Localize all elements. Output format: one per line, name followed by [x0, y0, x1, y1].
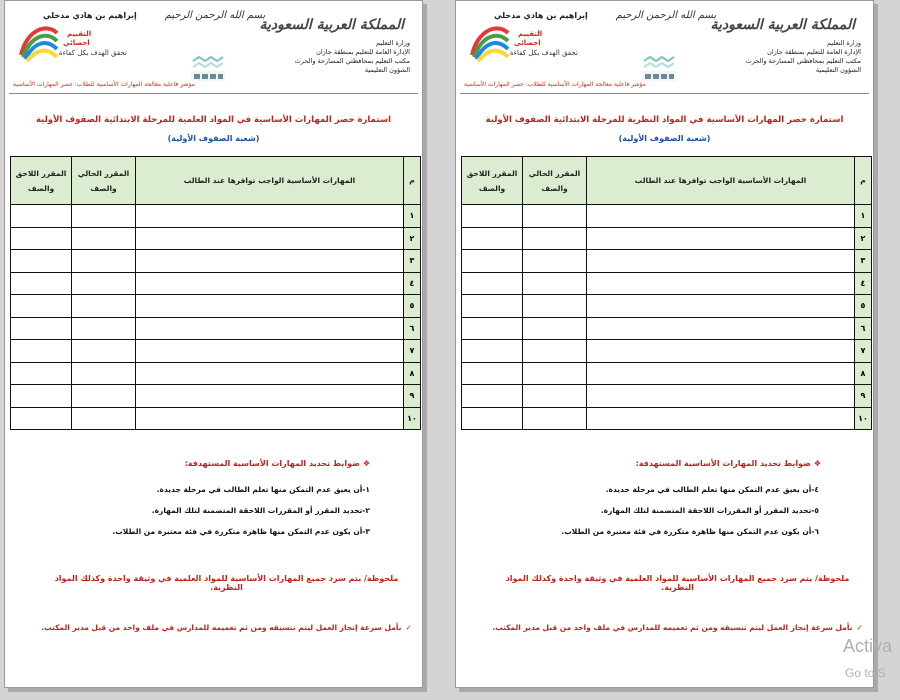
next-course-cell[interactable] [11, 407, 72, 430]
col-header-number: م [404, 157, 421, 205]
form-title: استمارة حصر المهارات الأساسية في المواد العلمية للمرحلة الابتدائية الصفوف الأولية [35, 115, 391, 125]
document-page-left [4, 0, 423, 688]
next-course-cell[interactable] [462, 340, 523, 363]
current-course-cell[interactable] [523, 340, 587, 363]
ministry-line: الإدارة العامة للتعليم بمنطقة جازان [767, 48, 861, 56]
current-course-cell[interactable] [72, 362, 136, 385]
table-row [11, 362, 421, 385]
criterion-item: ١-أن يعيق عدم التمكن منها تعلم الطالب في مرحلة جديدة. [156, 485, 370, 494]
current-course-cell[interactable] [72, 250, 136, 273]
logo-text-2: احصائي [63, 39, 90, 47]
table-row [462, 250, 872, 273]
table-row [462, 295, 872, 318]
skill-cell[interactable] [587, 407, 855, 430]
current-course-cell[interactable] [523, 385, 587, 408]
kingdom-title: المملكة العربية السعودية [710, 17, 855, 33]
table-row [462, 362, 872, 385]
skill-cell[interactable] [587, 362, 855, 385]
row-number: ٩ [855, 385, 872, 408]
skill-cell[interactable] [587, 250, 855, 273]
col-header-next-course: المقرر اللاحق والصف [11, 157, 72, 205]
next-course-cell[interactable] [11, 227, 72, 250]
row-number: ١ [404, 205, 421, 228]
logo-name: إبراهيم بن هادي مدخلي [43, 11, 137, 20]
next-course-cell[interactable] [462, 272, 523, 295]
form-title: استمارة حصر المهارات الأساسية في المواد النظرية للمرحلة الابتدائية الصفوف الأولية [485, 115, 844, 125]
current-course-cell[interactable] [523, 317, 587, 340]
skill-cell[interactable] [587, 340, 855, 363]
colorful-swirl-logo-icon [17, 19, 61, 63]
skill-cell[interactable] [587, 205, 855, 228]
next-course-cell[interactable] [11, 362, 72, 385]
criterion-item: ٢-تحديد المقرر أو المقررات اللاحقة المتضمنة لتلك المهارة. [151, 506, 370, 515]
skill-cell[interactable] [587, 227, 855, 250]
table-header-row [11, 157, 421, 205]
row-number: ٣ [404, 250, 421, 273]
next-course-cell[interactable] [462, 250, 523, 273]
table-row [462, 385, 872, 408]
checkmark-icon: ✓ [856, 623, 863, 632]
current-course-cell[interactable] [72, 272, 136, 295]
next-course-cell[interactable] [462, 362, 523, 385]
next-course-cell[interactable] [462, 385, 523, 408]
logo-text-3: تحقق الهدف بكل كفاءة [59, 49, 127, 57]
final-instruction-text: نأمل سرعة إنجاز العمل ليتم تنسيقه ومن ثم تعميمه للمدارس في ملف واحد من قبل مدير المكتب. [41, 623, 402, 632]
skill-cell[interactable] [136, 362, 404, 385]
next-course-cell[interactable] [462, 317, 523, 340]
logo-text-2: احصائي [514, 39, 541, 47]
next-course-cell[interactable] [11, 272, 72, 295]
col-header-number: م [855, 157, 872, 205]
skill-cell[interactable] [587, 295, 855, 318]
logo-text-1: التقييم [67, 30, 92, 38]
current-course-cell[interactable] [523, 250, 587, 273]
activation-watermark: Activa [843, 636, 893, 656]
header-divider [9, 93, 418, 94]
form-subtitle: (شعبة الصفوف الأولية) [167, 134, 260, 143]
next-course-cell[interactable] [462, 407, 523, 430]
skill-cell[interactable] [136, 295, 404, 318]
skill-cell[interactable] [587, 272, 855, 295]
criterion-item: ٣-أن يكون عدم التمكن منها ظاهرة متكررة في فئة معتبرة من الطلاب. [112, 527, 370, 536]
current-course-cell[interactable] [72, 317, 136, 340]
row-number: ٤ [404, 272, 421, 295]
row-number: ٦ [404, 317, 421, 340]
criteria-title [185, 459, 370, 468]
table-row [11, 317, 421, 340]
criterion-item: ٥-تحديد المقرر أو المقررات اللاحقة المتضمنة لتلك المهارة. [600, 506, 819, 515]
final-instruction [41, 623, 412, 632]
row-number: ٣ [855, 250, 872, 273]
document-page-right [455, 0, 874, 688]
ministry-line: وزارة التعليم [826, 39, 861, 47]
ministry-line: الإدارة العامة للتعليم بمنطقة جازان [316, 48, 410, 56]
diamond-bullet-icon: ❖ [362, 459, 370, 468]
current-course-cell[interactable] [72, 205, 136, 228]
table-row [462, 227, 872, 250]
col-header-current-course: المقرر الحالي والصف [523, 157, 587, 205]
current-course-cell[interactable] [523, 295, 587, 318]
table-row [11, 250, 421, 273]
ministry-line: مكتب التعليم بمحافظتي المسارحة والحرث [294, 57, 410, 65]
row-number: ٨ [404, 362, 421, 385]
header-divider [460, 93, 869, 94]
final-instruction [492, 623, 863, 632]
next-course-cell[interactable] [462, 227, 523, 250]
form-subtitle: (شعبة الصفوف الأولية) [618, 134, 711, 143]
table-header-row [462, 157, 872, 205]
skills-table [461, 156, 872, 430]
current-course-cell[interactable] [72, 407, 136, 430]
skill-cell[interactable] [587, 385, 855, 408]
row-number: ٧ [855, 340, 872, 363]
table-row [462, 317, 872, 340]
note-text: يتم سرد جميع المهارات الأساسية للمواد العلمية في وثيقة واحدة وكذلك المواد النظرية. [54, 574, 362, 592]
row-number: ٢ [404, 227, 421, 250]
ministry-line: مكتب التعليم بمحافظتي المسارحة والحرث [745, 57, 861, 65]
basmala: بسم الله الرحمن الرحيم [164, 10, 266, 21]
skill-cell[interactable] [136, 407, 404, 430]
skill-cell[interactable] [136, 385, 404, 408]
col-header-current-course: المقرر الحالي والصف [72, 157, 136, 205]
next-course-cell[interactable] [11, 295, 72, 318]
row-number: ١ [855, 205, 872, 228]
activation-watermark-sub: Go to S [845, 666, 886, 680]
current-course-cell[interactable] [523, 362, 587, 385]
ministry-line: الشؤون التعليمية [815, 66, 861, 74]
note [492, 574, 863, 592]
note-text: يتم سرد جميع المهارات الأساسية للمواد العلمية في وثيقة واحدة وكذلك المواد النظرية. [505, 574, 813, 592]
col-header-skill: المهارات الأساسية الواجب توافرها عند الطالب [587, 157, 855, 205]
ministry-line: الشؤون التعليمية [364, 66, 410, 74]
next-course-cell[interactable] [11, 317, 72, 340]
criteria-title [636, 459, 821, 468]
note-label: ملحوظة/ [364, 574, 399, 583]
table-row [11, 227, 421, 250]
row-number: ١٠ [855, 407, 872, 430]
table-row [11, 272, 421, 295]
current-course-cell[interactable] [72, 227, 136, 250]
current-course-cell[interactable] [72, 385, 136, 408]
criterion-item: ٤-أن يعيق عدم التمكن منها تعلم الطالب في مرحلة جديدة. [605, 485, 819, 494]
next-course-cell[interactable] [462, 295, 523, 318]
table-row [11, 385, 421, 408]
indicator-text: مؤشر فاعلية معالجة المهارات الأساسية للطلاب: حصر المهارات الأساسية [13, 81, 195, 88]
note-label: ملحوظة/ [815, 574, 850, 583]
skill-cell[interactable] [587, 317, 855, 340]
final-instruction-text: نأمل سرعة إنجاز العمل ليتم تنسيقه ومن ثم تعميمه للمدارس في ملف واحد من قبل مدير المكتب. [492, 623, 853, 632]
current-course-cell[interactable] [523, 205, 587, 228]
criteria-title-text: ضوابط تحديد المهارات الأساسية المستهدفة: [184, 459, 360, 468]
row-number: ٦ [855, 317, 872, 340]
ministry-lines [711, 39, 861, 75]
row-number: ١٠ [404, 407, 421, 430]
skills-table [10, 156, 421, 430]
table-row [11, 295, 421, 318]
table-row [11, 205, 421, 228]
note [41, 574, 412, 592]
logo-text-3: تحقق الهدف بكل كفاءة [510, 49, 578, 57]
checkmark-icon: ✓ [405, 623, 412, 632]
skill-cell[interactable] [136, 272, 404, 295]
skill-cell[interactable] [136, 250, 404, 273]
skill-cell[interactable] [136, 227, 404, 250]
basmala: بسم الله الرحمن الرحيم [615, 10, 717, 21]
current-course-cell[interactable] [523, 272, 587, 295]
row-number: ٩ [404, 385, 421, 408]
table-row [462, 407, 872, 430]
next-course-cell[interactable] [11, 250, 72, 273]
table-row [462, 205, 872, 228]
current-course-cell[interactable] [523, 227, 587, 250]
kingdom-title: المملكة العربية السعودية [259, 17, 404, 33]
current-course-cell[interactable] [523, 407, 587, 430]
diamond-bullet-icon: ❖ [813, 459, 821, 468]
col-header-next-course: المقرر اللاحق والصف [462, 157, 523, 205]
row-number: ٤ [855, 272, 872, 295]
row-number: ٧ [404, 340, 421, 363]
col-header-skill: المهارات الأساسية الواجب توافرها عند الطالب [136, 157, 404, 205]
row-number: ٥ [404, 295, 421, 318]
next-course-cell[interactable] [462, 205, 523, 228]
skill-cell[interactable] [136, 205, 404, 228]
colorful-swirl-logo-icon [468, 19, 512, 63]
current-course-cell[interactable] [72, 295, 136, 318]
current-course-cell[interactable] [72, 340, 136, 363]
skill-cell[interactable] [136, 317, 404, 340]
row-number: ٥ [855, 295, 872, 318]
logo-name: إبراهيم بن هادي مدخلي [494, 11, 588, 20]
table-row [11, 407, 421, 430]
skill-cell[interactable] [136, 340, 404, 363]
next-course-cell[interactable] [11, 385, 72, 408]
criteria-title-text: ضوابط تحديد المهارات الأساسية المستهدفة: [635, 459, 811, 468]
table-row [462, 340, 872, 363]
criterion-item: ٦-أن يكون عدم التمكن منها ظاهرة متكررة في فئة معتبرة من الطلاب. [561, 527, 819, 536]
next-course-cell[interactable] [11, 205, 72, 228]
next-course-cell[interactable] [11, 340, 72, 363]
ministry-lines [260, 39, 410, 75]
ministry-line: وزارة التعليم [375, 39, 410, 47]
indicator-text: مؤشر فاعلية معالجة المهارات الأساسية للطلاب: حصر المهارات الأساسية [464, 81, 646, 88]
table-row [11, 340, 421, 363]
table-row [462, 272, 872, 295]
row-number: ٨ [855, 362, 872, 385]
logo-text-1: التقييم [518, 30, 543, 38]
row-number: ٢ [855, 227, 872, 250]
